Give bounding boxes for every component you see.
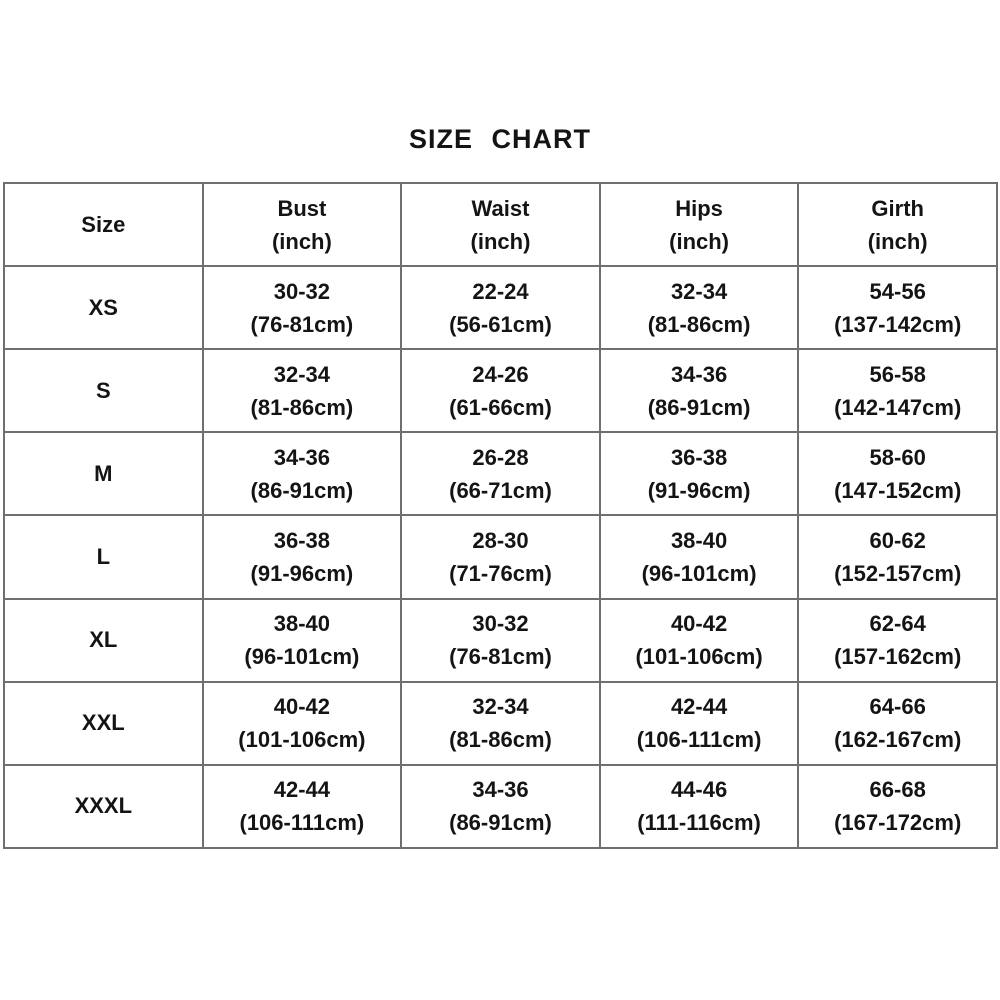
size-value: S [95,377,111,403]
girth-inch: 58-60 [869,444,926,470]
hips-inch: 40-42 [670,611,728,637]
hips-inch: 42-44 [670,694,728,720]
cell-waist [401,266,600,349]
cell-girth [798,765,997,848]
cell-bust [203,599,402,682]
cell-girth [798,682,997,765]
header-size [4,183,203,266]
table-row-xs [4,266,997,349]
cell-bust [203,432,402,515]
hips-cm: (91-96cm) [647,477,751,503]
waist-cm: (76-81cm) [449,644,552,670]
hips-inch: 38-40 [670,527,728,553]
hips-cm: (81-86cm) [647,311,751,337]
header-row [4,183,997,266]
cell-waist [401,682,600,765]
hips-inch: 34-36 [670,361,728,387]
waist-inch: 30-32 [472,611,529,637]
waist-cm: (61-66cm) [449,394,552,420]
size-value: XXXL [74,793,133,819]
cell-hips [600,765,799,848]
header-waist [401,183,600,266]
bust-cm: (76-81cm) [250,311,354,337]
header-hips [600,183,799,266]
hips-cm: (111-116cm) [637,810,761,836]
cell-size [4,599,203,682]
cell-bust [203,349,402,432]
bust-inch: 40-42 [273,694,331,720]
cell-hips [600,599,799,682]
waist-inch: 32-34 [472,694,529,720]
table-body [4,266,997,848]
header-hips-label: Hips [675,195,723,221]
header-girth [798,183,997,266]
girth-inch: 54-56 [869,278,926,304]
hips-inch: 32-34 [670,278,728,304]
cell-hips [600,349,799,432]
header-bust-unit: (inch) [271,228,332,254]
header-waist-label: Waist [471,195,530,221]
cell-waist [401,432,600,515]
waist-cm: (86-91cm) [449,810,552,836]
table-row-xl [4,599,997,682]
bust-cm: (106-111cm) [239,810,365,836]
table-row-s [4,349,997,432]
cell-size [4,765,203,848]
size-chart-table [3,182,998,849]
girth-cm: (167-172cm) [834,810,962,836]
hips-inch: 36-38 [670,444,728,470]
cell-girth [798,349,997,432]
hips-cm: (96-101cm) [641,560,757,586]
cell-waist [401,349,600,432]
page-title: SIZE CHART [409,124,591,154]
waist-inch: 34-36 [472,777,529,803]
cell-girth [798,599,997,682]
hips-cm: (106-111cm) [636,727,762,753]
cell-waist [401,765,600,848]
cell-size [4,515,203,598]
bust-cm: (101-106cm) [238,727,366,753]
waist-cm: (81-86cm) [449,727,552,753]
header-size-label: Size [81,212,126,237]
girth-inch: 66-68 [869,777,926,803]
girth-cm: (142-147cm) [834,394,962,420]
cell-size [4,682,203,765]
girth-cm: (162-167cm) [834,727,962,753]
bust-inch: 32-34 [273,361,331,387]
waist-cm: (71-76cm) [449,560,552,586]
table-row-xxxl [4,765,997,848]
bust-cm: (96-101cm) [244,644,360,670]
header-hips-unit: (inch) [669,228,730,254]
cell-girth [798,515,997,598]
size-value: XS [88,294,118,320]
size-value: XXL [81,710,125,736]
waist-inch: 26-28 [472,444,529,470]
bust-inch: 34-36 [273,444,331,470]
header-girth-unit: (inch) [867,228,928,254]
girth-cm: (152-157cm) [834,560,962,586]
header-waist-unit: (inch) [470,228,531,254]
cell-hips [600,266,799,349]
header-girth-label: Girth [871,195,924,221]
cell-waist [401,515,600,598]
girth-cm: (147-152cm) [834,477,962,503]
cell-girth [798,432,997,515]
hips-cm: (101-106cm) [635,644,763,670]
bust-inch: 38-40 [273,611,331,637]
waist-cm: (66-71cm) [449,477,552,503]
waist-cm: (56-61cm) [449,311,552,337]
cell-bust [203,266,402,349]
bust-cm: (91-96cm) [250,560,354,586]
girth-cm: (137-142cm) [834,311,962,337]
bust-cm: (81-86cm) [250,394,354,420]
waist-inch: 24-26 [472,361,529,387]
girth-cm: (157-162cm) [834,644,962,670]
cell-girth [798,266,997,349]
size-value: M [94,460,113,486]
cell-hips [600,682,799,765]
table-row-l [4,515,997,598]
girth-inch: 60-62 [869,527,926,553]
size-value: L [96,543,111,569]
size-value: XL [89,627,118,653]
bust-inch: 30-32 [273,278,331,304]
table-row-m [4,432,997,515]
waist-inch: 22-24 [472,278,529,304]
cell-size [4,432,203,515]
table-row-xxl [4,682,997,765]
cell-hips [600,432,799,515]
girth-inch: 62-64 [869,611,926,637]
bust-inch: 36-38 [273,527,331,553]
cell-hips [600,515,799,598]
header-bust [203,183,402,266]
table-header [4,183,997,266]
bust-cm: (86-91cm) [250,477,354,503]
girth-inch: 64-66 [869,694,926,720]
bust-inch: 42-44 [273,777,331,803]
girth-inch: 56-58 [869,361,926,387]
cell-waist [401,599,600,682]
hips-cm: (86-91cm) [647,394,751,420]
cell-bust [203,682,402,765]
cell-size [4,266,203,349]
header-bust-label: Bust [277,195,327,221]
cell-bust [203,765,402,848]
hips-inch: 44-46 [670,777,728,803]
cell-size [4,349,203,432]
waist-inch: 28-30 [472,527,529,553]
cell-bust [203,515,402,598]
